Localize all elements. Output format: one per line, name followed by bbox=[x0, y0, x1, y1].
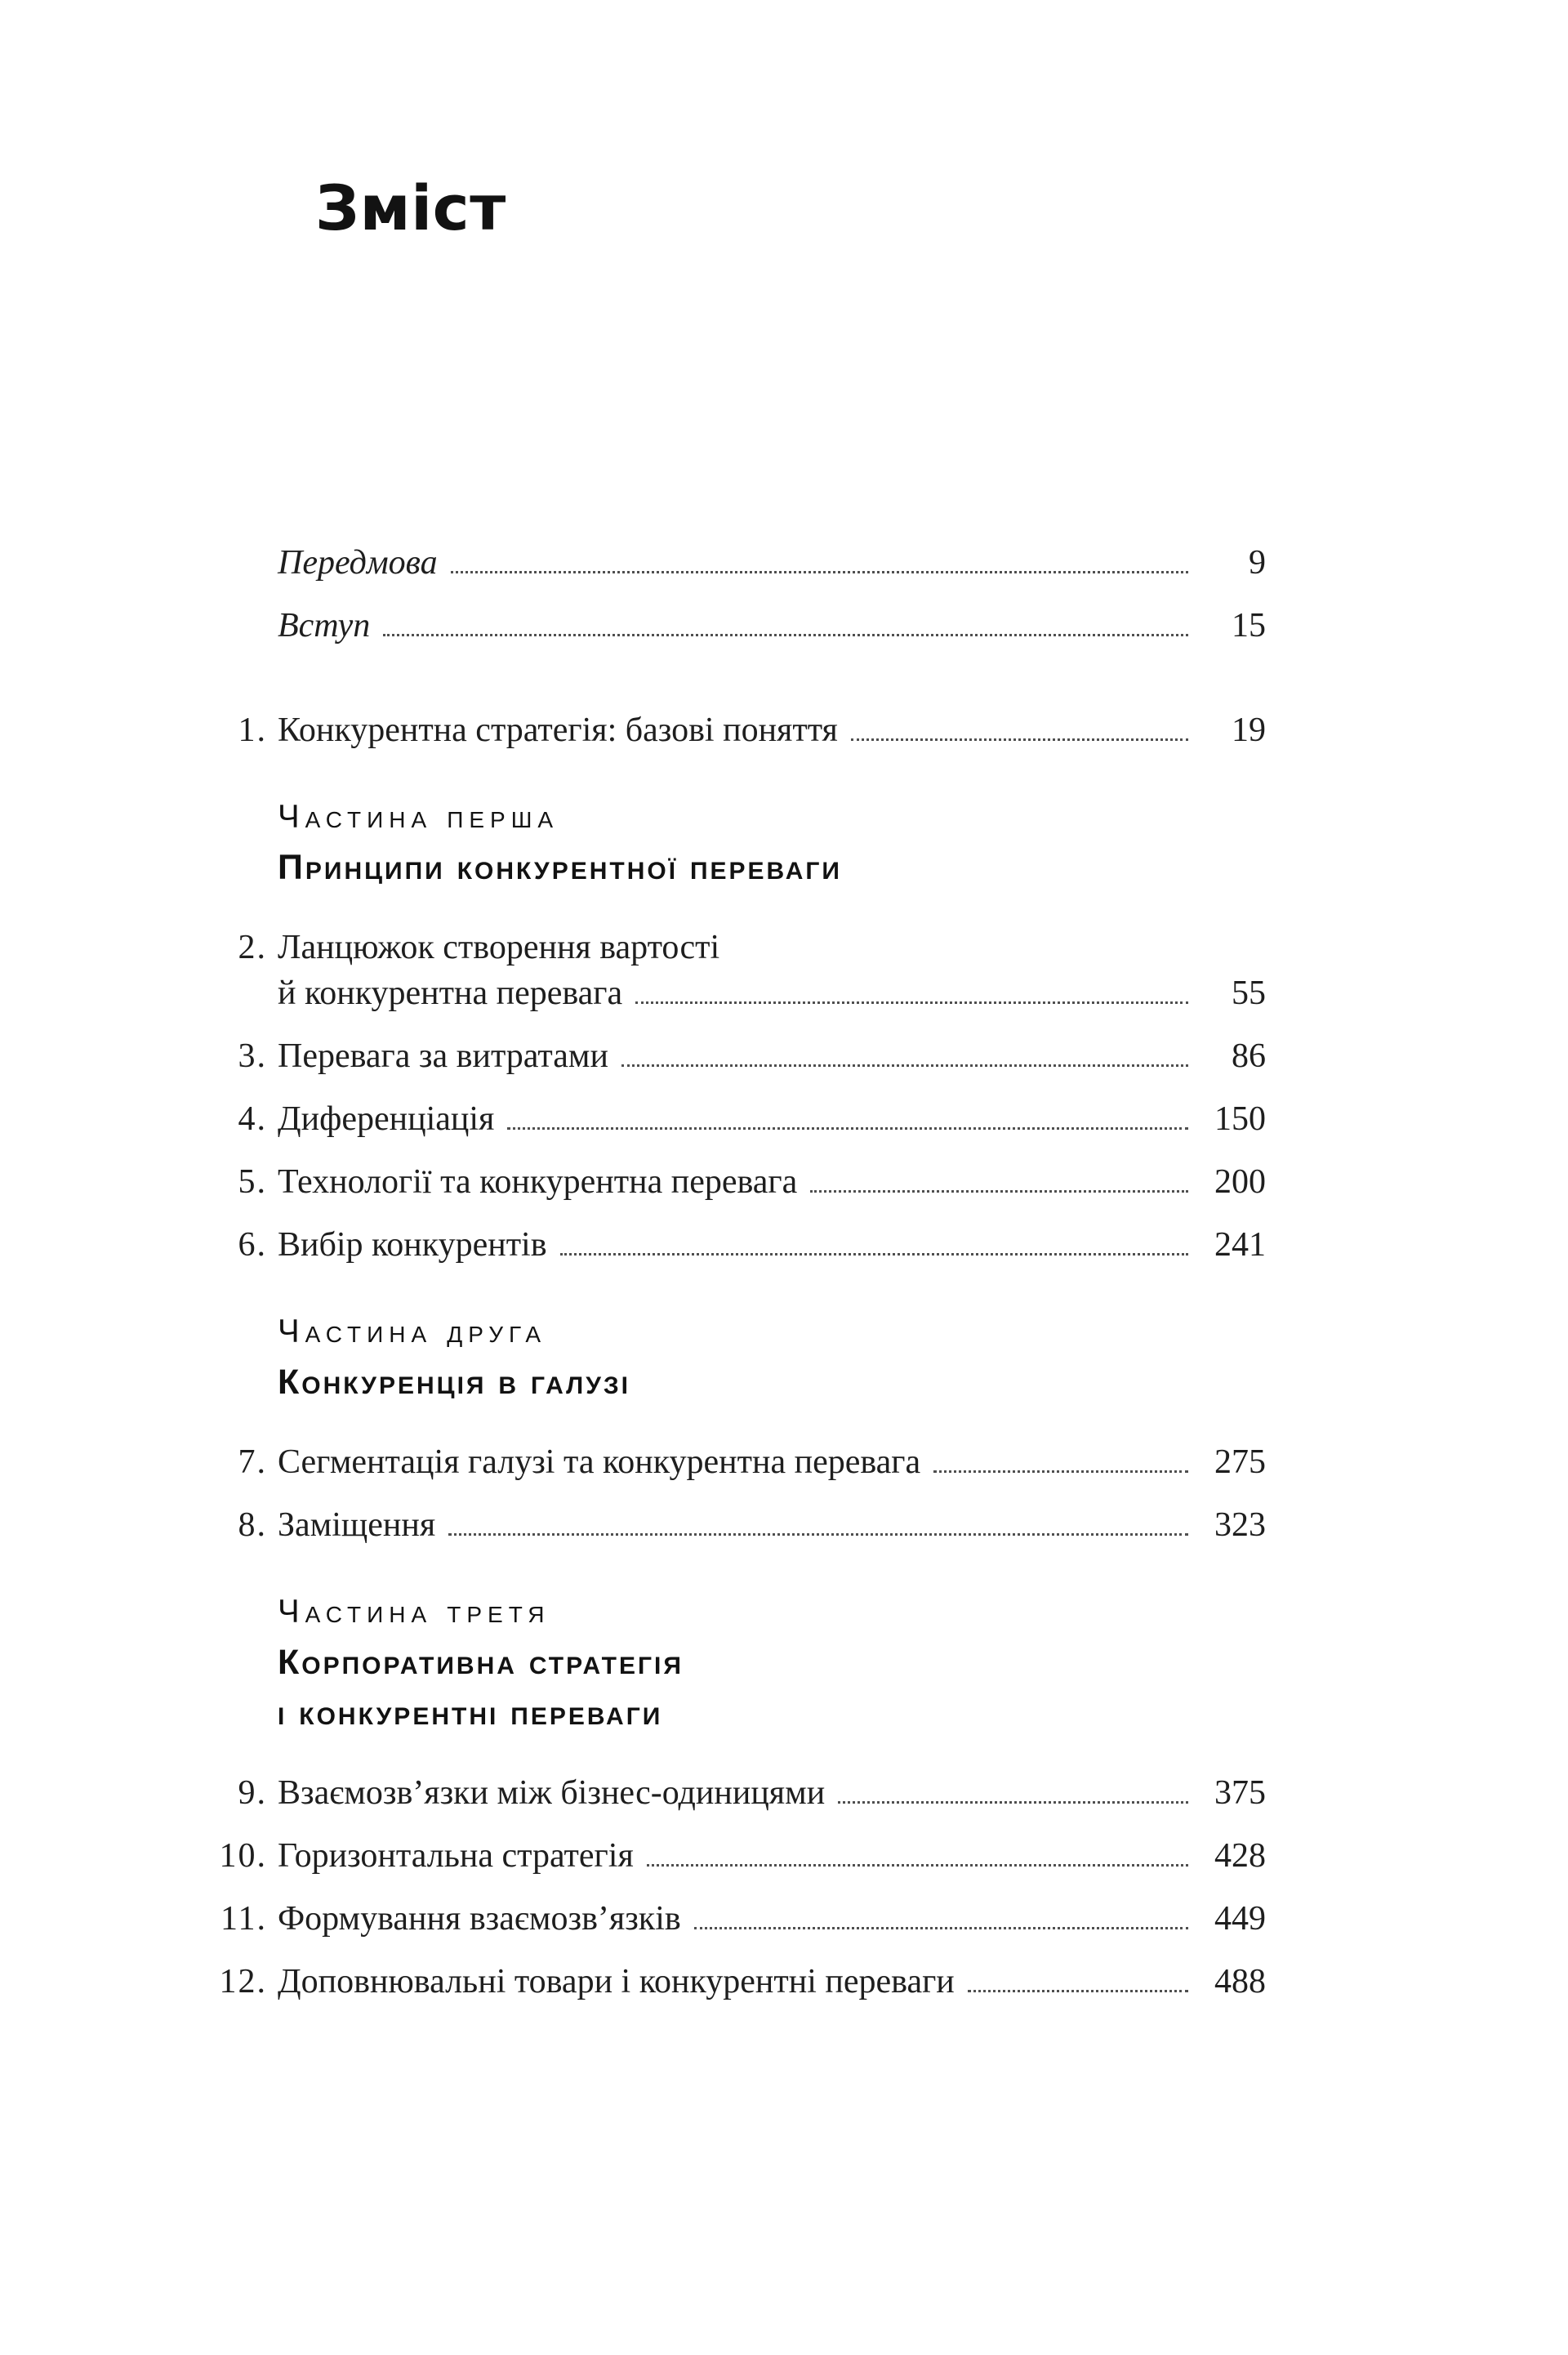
entry-title: й конкурентна перевага bbox=[278, 975, 623, 1012]
page-number: 323 bbox=[1214, 1506, 1266, 1544]
part-title: Конкуренція в галузі bbox=[278, 1363, 631, 1402]
part-title-line1: Корпоративна стратегія bbox=[278, 1643, 684, 1682]
dot-leader bbox=[635, 1001, 1188, 1004]
entry-title: Формування взаємозв’язків bbox=[278, 1900, 681, 1938]
chapter-number: 10. bbox=[219, 1837, 267, 1875]
entry-title: Передмова bbox=[278, 544, 438, 582]
toc-entry-foreword bbox=[216, 544, 1266, 582]
chapter-number: 9. bbox=[238, 1774, 267, 1812]
part-heading-1 bbox=[278, 792, 1266, 893]
entry-title: Вибір конкурентів bbox=[278, 1226, 547, 1264]
chapter-number: 2. bbox=[238, 929, 267, 966]
entry-title: Доповнювальні товари і конкурентні переваги bbox=[278, 1963, 955, 2000]
page-number: 488 bbox=[1214, 1963, 1266, 2000]
page-number: 375 bbox=[1214, 1774, 1266, 1812]
part-kicker: Частина перша bbox=[278, 799, 559, 835]
entry-title: Конкурентна стратегія: базові поняття bbox=[278, 711, 838, 749]
page-number: 150 bbox=[1214, 1100, 1266, 1138]
toc-entry-ch5 bbox=[216, 1163, 1266, 1201]
dot-leader bbox=[694, 1927, 1188, 1929]
dot-leader bbox=[838, 1801, 1188, 1804]
part-title-line2: і конкурентні переваги bbox=[278, 1693, 663, 1733]
page-title: Зміст bbox=[315, 172, 506, 244]
toc-entry-ch7 bbox=[216, 1443, 1266, 1481]
dot-leader bbox=[851, 738, 1188, 741]
chapter-number: 6. bbox=[238, 1226, 267, 1264]
page-number: 9 bbox=[1249, 544, 1266, 582]
chapter-number: 7. bbox=[238, 1443, 267, 1481]
entry-title: Заміщення bbox=[278, 1506, 436, 1544]
part-title: Принципи конкурентної переваги bbox=[278, 848, 842, 887]
dot-leader bbox=[560, 1253, 1188, 1256]
toc-entry-ch10 bbox=[216, 1837, 1266, 1875]
entry-title: Технології та конкурентна перевага bbox=[278, 1163, 798, 1201]
toc-entry-ch6 bbox=[216, 1226, 1266, 1264]
page-number: 55 bbox=[1232, 975, 1266, 1012]
entry-title: Вступ bbox=[278, 607, 371, 645]
entry-title: Ланцюжок створення вартості bbox=[278, 929, 720, 966]
part-heading-3 bbox=[278, 1586, 1266, 1738]
dot-leader bbox=[968, 1990, 1188, 1992]
part-heading-2 bbox=[278, 1306, 1266, 1407]
toc-entry-ch2-line1 bbox=[216, 929, 1266, 966]
dot-leader bbox=[933, 1470, 1188, 1473]
page-number: 428 bbox=[1214, 1837, 1266, 1875]
toc-entry-ch12 bbox=[216, 1963, 1266, 2000]
toc-entry-ch3 bbox=[216, 1037, 1266, 1075]
dot-leader bbox=[383, 634, 1188, 636]
table-of-contents bbox=[216, 544, 1266, 2000]
toc-entry-ch4 bbox=[216, 1100, 1266, 1138]
chapter-number: 11. bbox=[220, 1900, 267, 1938]
chapter-number: 3. bbox=[238, 1037, 267, 1075]
entry-title: Сегментація галузі та конкурентна перевага bbox=[278, 1443, 921, 1481]
toc-entry-ch9 bbox=[216, 1774, 1266, 1812]
entry-title: Горизонтальна стратегія bbox=[278, 1837, 634, 1875]
dot-leader bbox=[810, 1190, 1188, 1193]
toc-entry-ch8 bbox=[216, 1506, 1266, 1544]
entry-title: Перевага за витратами bbox=[278, 1037, 608, 1075]
chapter-number: 8. bbox=[238, 1506, 267, 1544]
toc-entry-ch11 bbox=[216, 1900, 1266, 1938]
chapter-number: 12. bbox=[219, 1963, 267, 2000]
toc-entry-ch1 bbox=[216, 711, 1266, 749]
page-number: 275 bbox=[1214, 1443, 1266, 1481]
page-number: 86 bbox=[1232, 1037, 1266, 1075]
page-number: 200 bbox=[1214, 1163, 1266, 1201]
page-number: 15 bbox=[1232, 607, 1266, 645]
dot-leader bbox=[507, 1127, 1188, 1130]
part-kicker: Частина третя bbox=[278, 1594, 550, 1630]
chapter-number: 4. bbox=[238, 1100, 267, 1138]
dot-leader bbox=[448, 1533, 1188, 1536]
toc-entry-ch2-line2 bbox=[216, 975, 1266, 1012]
toc-entry-introduction bbox=[216, 607, 1266, 645]
entry-title: Взаємозв’язки між бізнес-одиницями bbox=[278, 1774, 826, 1812]
dot-leader bbox=[621, 1064, 1188, 1067]
chapter-number: 5. bbox=[238, 1163, 267, 1201]
chapter-number: 1. bbox=[238, 711, 267, 749]
page-number: 241 bbox=[1214, 1226, 1266, 1264]
dot-leader bbox=[451, 571, 1188, 573]
part-kicker: Частина друга bbox=[278, 1314, 547, 1349]
page-number: 449 bbox=[1214, 1900, 1266, 1938]
entry-title: Диференціація bbox=[278, 1100, 495, 1138]
dot-leader bbox=[647, 1864, 1188, 1867]
page-number: 19 bbox=[1232, 711, 1266, 749]
